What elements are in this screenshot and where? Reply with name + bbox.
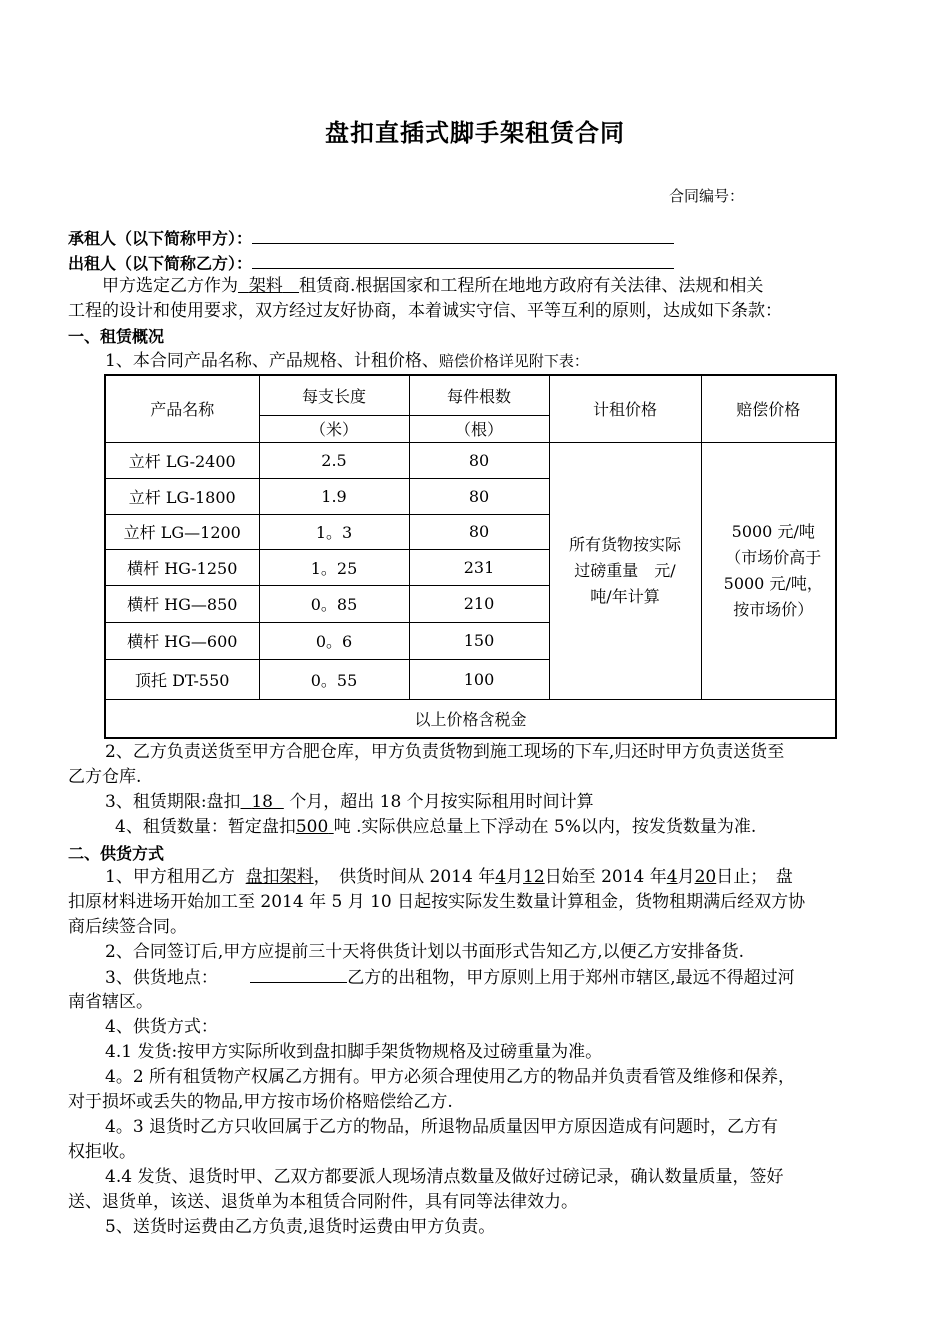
section1-heading: 一、租赁概况 xyxy=(68,327,165,346)
section1-item4 xyxy=(68,815,883,840)
count-cell: 150 xyxy=(409,622,549,659)
party-b-label: 出租人（以下简称乙方）： xyxy=(68,254,253,273)
count-cell: 80 xyxy=(409,514,549,549)
section2-item5: 5、送货时运费由乙方负责,退货时运费由甲方负责。 xyxy=(105,1217,496,1237)
section1-item2-line2: 乙方仓库. xyxy=(68,767,142,787)
compensation-price-cell xyxy=(701,442,836,699)
rent-price-cell xyxy=(549,442,701,699)
product-name-cell: 横杆 HG—850 xyxy=(105,585,259,622)
end-month: 4 xyxy=(666,867,678,887)
header-length-unit: （米） xyxy=(259,415,409,442)
s2-item1-text-f: 月 xyxy=(677,867,695,887)
rental-price-table xyxy=(104,374,837,739)
s2-item3-text: 3、供货地点： xyxy=(105,968,218,988)
section2-item1-line3: 商后续签合同。 xyxy=(68,917,187,937)
item3-text: 3、租赁期限:盘扣 xyxy=(105,792,241,812)
section2-item4-2-line2: 对于损坏或丢失的物品,甲方按市场价格赔偿给乙方. xyxy=(68,1092,453,1112)
section2-heading: 二、供货方式 xyxy=(68,844,165,863)
s2-item1-text-b: ， 供货时间从 2014 年 xyxy=(313,867,496,887)
product-name-cell: 横杆 HG-1250 xyxy=(105,549,259,585)
item3-text-2: 个月，超出 18 个月按实际租用时间计算 xyxy=(289,792,594,812)
party-a-line xyxy=(68,226,883,251)
s2-item1-text-g: 日止； 盘 xyxy=(716,867,793,887)
compensation-line: （市场价高于 xyxy=(725,547,822,567)
start-month: 4 xyxy=(495,867,507,887)
end-day: 20 xyxy=(694,867,717,887)
product-name-cell: 立杆 LG-1800 xyxy=(105,478,259,514)
section1-item2-line1: 2、乙方负责送货至甲方合肥仓库，甲方负责货物到施工现场的下车,归还时甲方负责送货至 xyxy=(105,742,785,762)
section2-item4-1: 4.1 发货:按甲方实际所收到盘扣脚手架货物规格及过磅重量为准。 xyxy=(105,1042,603,1062)
document-title: 盘扣直插式脚手架租赁合同 xyxy=(325,119,625,147)
table-footer-tax-note: 以上价格含税金 xyxy=(105,699,836,738)
lease-months-value: 18 xyxy=(251,792,273,812)
compensation-line: 按市场价） xyxy=(733,599,814,619)
party-b-blank xyxy=(252,251,674,269)
compensation-line: 5000 元/吨 xyxy=(731,521,815,541)
length-cell: 0。85 xyxy=(259,585,409,622)
contract-number-label: 合同编号： xyxy=(669,187,745,205)
section2-item4-4-line1: 4.4 发货、退货时甲、乙双方都要派人现场清点数量及做好过磅记录，确认数量质量，签好 xyxy=(105,1167,784,1187)
section2-item4-3-line1: 4。3 退货时乙方只收回属于乙方的物品，所退物品质量因甲方原因造成有问题时，乙方有 xyxy=(105,1117,779,1137)
s2-item3-text-b: 乙方的出租物，甲方原则上用于郑州市辖区,最远不得超过河 xyxy=(347,968,795,988)
party-a-label: 承租人（以下简称甲方）： xyxy=(68,229,253,248)
rent-price-line: 吨/年计算 xyxy=(590,586,660,606)
item4-text-2: 吨 .实际供应总量上下浮动在 5%以内，按发货数量为准. xyxy=(333,817,757,837)
s2-item1-text: 1、甲方租用乙方 xyxy=(105,867,235,887)
lease-months xyxy=(241,792,284,812)
lease-quantity-value: 500 xyxy=(295,817,329,837)
section2-item1-line2: 扣原材料进场开始加工至 2014 年 5 月 10 日起按实际发生数量计算租金，货物租期满后经双方协 xyxy=(68,892,806,912)
section1-item3 xyxy=(68,790,883,815)
count-cell: 80 xyxy=(409,442,549,478)
party-b-line xyxy=(68,251,883,276)
header-rent-price: 计租价格 xyxy=(549,375,701,442)
supply-location-blank xyxy=(250,965,347,983)
section2-item4-2-line1: 4。2 所有租赁物产权属乙方拥有。甲方必须合理使用乙方的物品并负责看管及维修和保养， xyxy=(105,1067,796,1087)
length-cell: 2.5 xyxy=(259,442,409,478)
section2-item2: 2、合同签订后,甲方应提前三十天将供货计划以书面形式告知乙方,以便乙方安排备货. xyxy=(105,942,745,962)
intro-text-2: 租赁商.根据国家和工程所在地地方政府有关法律、法规和相关 xyxy=(299,276,764,296)
rent-price-line: 所有货物按实际 xyxy=(568,534,681,554)
section2-item3-line2: 南省辖区。 xyxy=(68,992,153,1012)
s2-item1-text-e: 日始至 2014 年 xyxy=(544,867,667,887)
item1-text: 1、本合同产品名称、产品规格、计租价格、 xyxy=(105,351,439,371)
count-cell: 231 xyxy=(409,549,549,585)
section2-item4: 4、供货方式： xyxy=(105,1017,218,1037)
length-cell: 0。55 xyxy=(259,659,409,699)
section2-item4-4-line2: 送、退货单，该送、退货单为本租赁合同附件，具有同等法律效力。 xyxy=(68,1192,578,1212)
length-cell: 0。6 xyxy=(259,622,409,659)
section2-item4-3-line2: 权拒收。 xyxy=(68,1142,136,1162)
header-count-unit: （根） xyxy=(409,415,549,442)
item1-text-small: 赔偿价格详见附下表： xyxy=(438,352,589,370)
table-row xyxy=(105,442,836,478)
rent-price-line: 过磅重量 元/ xyxy=(574,560,676,580)
length-cell: 1。25 xyxy=(259,549,409,585)
intro-item-text: 架料 xyxy=(248,276,283,296)
section2-item3-line1 xyxy=(68,965,883,991)
s2-item1-product: 盘扣架料 xyxy=(245,867,314,887)
count-cell: 80 xyxy=(409,478,549,514)
product-name-cell: 立杆 LG-2400 xyxy=(105,442,259,478)
party-a-blank xyxy=(252,226,674,244)
product-name-cell: 横杆 HG—600 xyxy=(105,622,259,659)
intro-item xyxy=(238,276,299,296)
section2-item1-line1 xyxy=(68,865,883,890)
start-day: 12 xyxy=(523,867,545,887)
product-name-cell: 立杆 LG—1200 xyxy=(105,514,259,549)
header-compensation-price: 赔偿价格 xyxy=(701,375,836,442)
product-name-cell: 顶托 DT-550 xyxy=(105,659,259,699)
count-cell: 210 xyxy=(409,585,549,622)
header-count: 每件根数 xyxy=(409,375,549,415)
item4-text: 4、租赁数量：暂定盘扣 xyxy=(115,817,296,837)
intro-paragraph-line1 xyxy=(68,274,883,299)
compensation-line: 5000 元/吨， xyxy=(723,573,823,593)
length-cell: 1.9 xyxy=(259,478,409,514)
length-cell: 1。3 xyxy=(259,514,409,549)
header-length: 每支长度 xyxy=(259,375,409,415)
count-cell: 100 xyxy=(409,659,549,699)
lease-quantity xyxy=(296,817,334,837)
intro-paragraph-line2: 工程的设计和使用要求，双方经过友好协商，本着诚实守信、平等互利的原则，达成如下条款： xyxy=(68,301,782,321)
s2-item1-text-c: 月 xyxy=(506,867,524,887)
section1-item1 xyxy=(68,349,883,374)
intro-text: 甲方选定乙方作为 xyxy=(102,276,238,296)
header-product-name: 产品名称 xyxy=(105,375,259,442)
